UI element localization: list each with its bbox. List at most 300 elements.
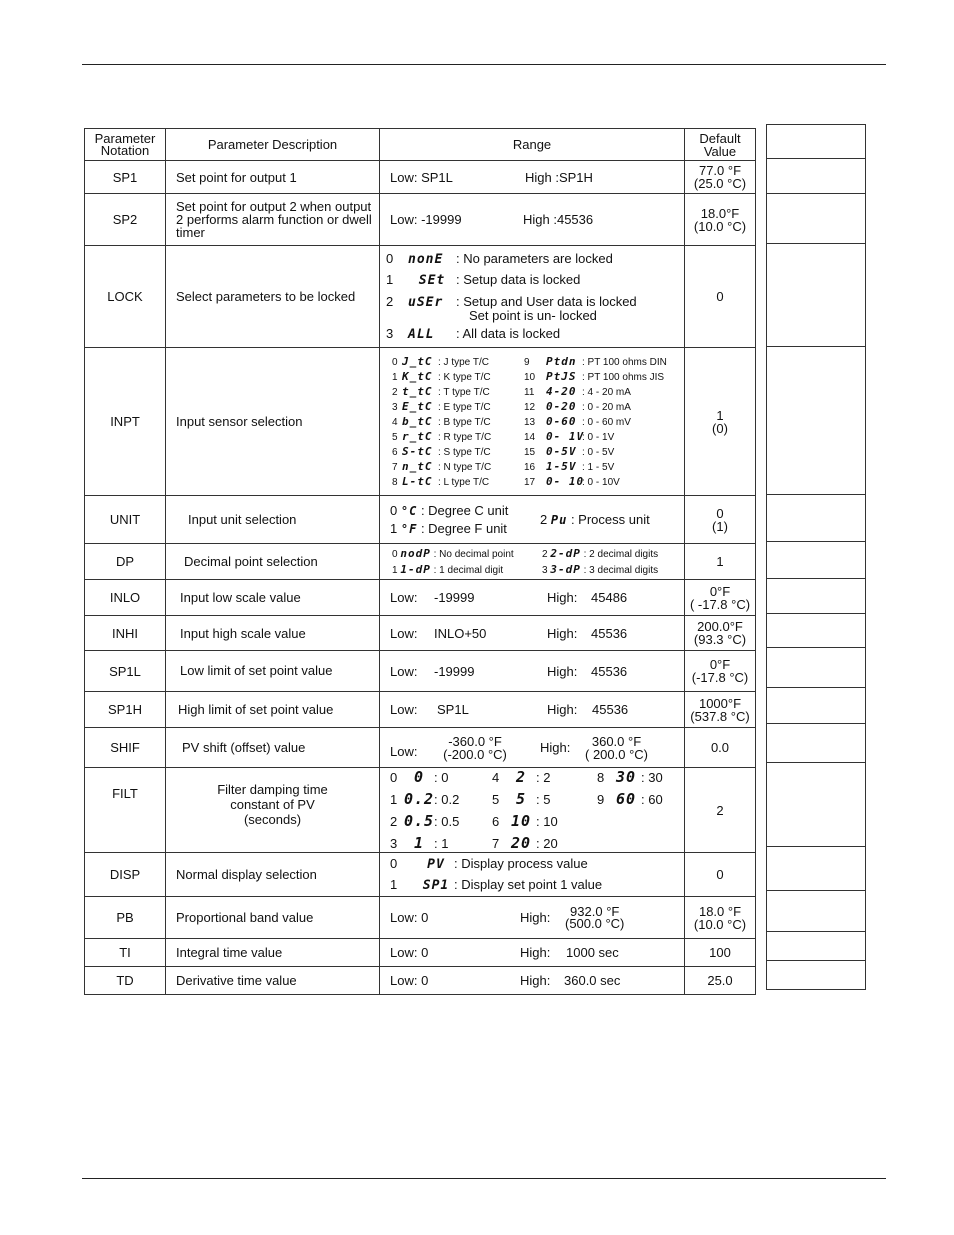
text-label: : 0 - 60 mV bbox=[582, 417, 631, 428]
sensor-option bbox=[524, 369, 667, 384]
default-cell bbox=[685, 651, 756, 692]
default-cell bbox=[685, 616, 756, 651]
segment-code: 4-20 bbox=[546, 385, 577, 398]
text-label: (93.3 °C) bbox=[693, 632, 747, 647]
text-label: 1 bbox=[390, 792, 398, 807]
segment-code: SP1 bbox=[422, 877, 450, 893]
text-label: : 3 decimal digits bbox=[583, 564, 659, 576]
segment-code: t_tC bbox=[402, 385, 433, 398]
text-label: : 0 - 1V bbox=[582, 432, 615, 443]
text-label: 8 bbox=[597, 770, 605, 785]
text-label: 12 bbox=[524, 402, 536, 413]
segment-code: nodP bbox=[400, 546, 431, 560]
table-row bbox=[85, 616, 756, 651]
range-cell bbox=[380, 348, 685, 496]
description-cell: Low limit of set point value bbox=[166, 651, 380, 692]
text-label: 9 bbox=[524, 357, 530, 368]
sensor-option bbox=[524, 384, 667, 399]
text-label: 360.0 °F bbox=[591, 733, 642, 749]
filter-option bbox=[597, 812, 687, 830]
default-f: 77.0 °F bbox=[698, 163, 742, 178]
notes-cell bbox=[766, 346, 866, 495]
text-label: (537.8 °C) bbox=[690, 708, 750, 724]
text-label: : 0 - 20 mA bbox=[582, 402, 631, 413]
text-label: : 1 - 5V bbox=[582, 462, 615, 473]
parameter-table bbox=[84, 128, 756, 995]
text-label: 1 bbox=[392, 372, 398, 383]
notes-cell bbox=[766, 158, 866, 194]
default-cell: 2 bbox=[685, 768, 756, 853]
text-label: Set point is un- locked bbox=[469, 307, 597, 323]
text-label: : K type T/C bbox=[438, 372, 491, 383]
filter-option bbox=[597, 834, 687, 852]
header-description: Parameter Description bbox=[166, 129, 380, 161]
sensor-option bbox=[392, 399, 524, 414]
text-label: High: bbox=[547, 590, 578, 605]
table-row bbox=[85, 246, 756, 348]
segment-code: 1-dP bbox=[400, 562, 431, 576]
text-label: : B type T/C bbox=[438, 417, 491, 428]
notation-cell: INLO bbox=[85, 580, 166, 616]
lock-option-0 bbox=[386, 249, 684, 270]
notation-cell: SP1H bbox=[85, 692, 166, 728]
default-cell: 0.0 bbox=[685, 728, 756, 768]
text-label: : R type T/C bbox=[438, 432, 492, 443]
sensor-option bbox=[392, 429, 524, 444]
notation-cell: SP1L bbox=[85, 651, 166, 692]
text-label: Low: 0 bbox=[390, 973, 429, 988]
text-label: 45536 bbox=[591, 625, 628, 641]
text-label: High: bbox=[540, 740, 571, 755]
table-row bbox=[85, 496, 756, 544]
text-label: 0°F bbox=[709, 583, 731, 599]
segment-code: r_tC bbox=[402, 430, 433, 443]
segment-code: J_tC bbox=[402, 355, 433, 368]
sensor-option bbox=[392, 354, 524, 369]
unit-option-2 bbox=[540, 512, 650, 527]
text-label: 2 bbox=[540, 512, 548, 527]
unit-option-0 bbox=[390, 502, 540, 520]
text-label: 7 bbox=[492, 836, 500, 851]
text-label: -19999 bbox=[434, 663, 475, 679]
text-label: : 30 bbox=[641, 770, 663, 785]
text-label: (-200.0 °C) bbox=[443, 746, 507, 762]
text-label: 2 bbox=[386, 293, 394, 309]
filter-option bbox=[492, 768, 597, 786]
filter-option bbox=[597, 768, 687, 786]
dp-option-3 bbox=[542, 562, 658, 578]
default-c: (10.0 °C) bbox=[693, 218, 747, 234]
header-row bbox=[85, 129, 756, 161]
range-cell bbox=[380, 768, 685, 853]
unit-option-1 bbox=[390, 520, 540, 538]
text-label: High: bbox=[520, 910, 551, 925]
dp-option-2 bbox=[542, 546, 658, 562]
notes-cell bbox=[766, 890, 866, 932]
notes-cell bbox=[766, 193, 866, 244]
filter-option bbox=[390, 768, 492, 786]
table-row bbox=[85, 651, 756, 692]
segment-code: 10 bbox=[510, 812, 532, 830]
segment-code: 2-dP bbox=[550, 546, 581, 560]
notes-cell bbox=[766, 762, 866, 847]
text-label: : 0 bbox=[434, 770, 449, 785]
filter-option bbox=[492, 812, 597, 830]
default-cell bbox=[685, 161, 756, 194]
text-label: : 1 decimal digit bbox=[433, 564, 504, 576]
range-cell bbox=[380, 853, 685, 897]
notes-cell bbox=[766, 723, 866, 763]
segment-code: uSEr bbox=[408, 294, 444, 310]
lock-option-3 bbox=[386, 324, 684, 345]
notation-cell: TI bbox=[85, 939, 166, 967]
sensor-option bbox=[524, 429, 667, 444]
text-label: Low: bbox=[390, 744, 418, 759]
text-label: 360.0 sec bbox=[564, 973, 621, 988]
text-label: : 2 decimal digits bbox=[583, 548, 659, 560]
text-label: 15 bbox=[524, 447, 536, 458]
range-low: Low: SP1L bbox=[390, 169, 453, 185]
segment-code: nonE bbox=[408, 251, 444, 267]
text-label: 3 bbox=[542, 564, 548, 576]
text-label: : 0.5 bbox=[434, 814, 460, 829]
text-label: INLO+50 bbox=[434, 625, 487, 641]
default-cell bbox=[685, 897, 756, 939]
notes-cell bbox=[766, 687, 866, 724]
text-label: 0 bbox=[386, 250, 394, 266]
description-cell: Input unit selection bbox=[166, 496, 380, 544]
range-cell bbox=[380, 651, 685, 692]
default-cell bbox=[685, 580, 756, 616]
text-label: ( -17.8 °C) bbox=[689, 596, 751, 612]
top-rule bbox=[82, 64, 886, 65]
description-cell: Input low scale value bbox=[166, 580, 380, 616]
segment-code: PV bbox=[427, 856, 445, 872]
default-cell bbox=[685, 348, 756, 496]
text-label: ( 200.0 °C) bbox=[585, 746, 649, 762]
text-label: 1 bbox=[390, 520, 398, 536]
text-label: 0 bbox=[716, 505, 724, 521]
notation-cell: UNIT bbox=[85, 496, 166, 544]
description-cell: PV shift (offset) value bbox=[166, 728, 380, 768]
text-label: High: bbox=[547, 702, 578, 717]
notation-cell: SP2 bbox=[85, 194, 166, 246]
default-c: (25.0 °C) bbox=[693, 176, 747, 191]
text-label: Low: 0 bbox=[390, 910, 429, 925]
text-label: 3 bbox=[390, 836, 398, 851]
segment-code: 0.2 bbox=[404, 790, 435, 808]
text-label: : PT 100 ohms DIN bbox=[582, 357, 667, 368]
table-row bbox=[85, 853, 756, 897]
segment-code: 0- 1V bbox=[546, 430, 585, 443]
text-label: : Display process value bbox=[454, 855, 588, 871]
filter-option bbox=[597, 790, 687, 808]
range-high: High :45536 bbox=[523, 212, 594, 227]
notes-cell bbox=[766, 578, 866, 614]
filter-option bbox=[492, 834, 597, 852]
text-label: 45536 bbox=[592, 702, 629, 717]
text-label: Low: bbox=[390, 625, 418, 641]
segment-code: 20 bbox=[510, 834, 532, 852]
default-cell: 25.0 bbox=[685, 967, 756, 995]
notes-cell bbox=[766, 124, 866, 159]
notes-cell bbox=[766, 960, 866, 990]
text-label: : No decimal point bbox=[433, 548, 514, 560]
inpt-left-list bbox=[392, 354, 524, 489]
text-label: 9 bbox=[597, 792, 605, 807]
notes-cell bbox=[766, 613, 866, 648]
notes-cell bbox=[766, 846, 866, 891]
text-label: : Setup data is locked bbox=[456, 271, 581, 287]
text-label: : 20 bbox=[536, 836, 558, 851]
text-label: : Process unit bbox=[570, 512, 650, 527]
segment-code: K_tC bbox=[402, 370, 433, 383]
text-label: 10 bbox=[524, 372, 536, 383]
text-label: (-17.8 °C) bbox=[691, 670, 749, 685]
description-cell bbox=[166, 768, 380, 853]
text-label: 0 bbox=[392, 548, 398, 560]
description-cell: Input sensor selection bbox=[166, 348, 380, 496]
table-row bbox=[85, 692, 756, 728]
disp-option-1 bbox=[390, 875, 684, 896]
segment-code: 1-5V bbox=[546, 460, 577, 473]
segment-code: Ptdn bbox=[546, 355, 577, 368]
notation-cell: DP bbox=[85, 544, 166, 580]
range-cell bbox=[380, 616, 685, 651]
range-cell bbox=[380, 939, 685, 967]
description-cell: Normal display selection bbox=[166, 853, 380, 897]
table-row bbox=[85, 194, 756, 246]
text-label: 13 bbox=[524, 417, 536, 428]
header-notation: Parameter Notation bbox=[85, 129, 166, 161]
segment-code: E_tC bbox=[402, 400, 433, 413]
text-label: 1 bbox=[716, 407, 724, 423]
range-cell bbox=[380, 496, 685, 544]
sensor-option bbox=[524, 474, 667, 489]
notation-cell: FILT bbox=[85, 768, 166, 853]
notes-cell bbox=[766, 494, 866, 542]
segment-code: SEt bbox=[418, 272, 446, 288]
text-label: : Display set point 1 value bbox=[454, 876, 603, 892]
text-label: 2 bbox=[542, 548, 548, 560]
notation-cell: PB bbox=[85, 897, 166, 939]
text-label: : 0 - 10V bbox=[582, 477, 620, 488]
sensor-option bbox=[524, 399, 667, 414]
header-range: Range bbox=[380, 129, 685, 161]
notation-cell: SP1 bbox=[85, 161, 166, 194]
text-label: : PT 100 ohms JIS bbox=[582, 372, 665, 383]
table-row bbox=[85, 580, 756, 616]
filter-option bbox=[390, 834, 492, 852]
segment-code: S-tC bbox=[402, 445, 433, 458]
range-high: High :SP1H bbox=[525, 169, 593, 185]
text-label: 0 bbox=[390, 502, 398, 518]
sensor-option bbox=[524, 354, 667, 369]
table-row bbox=[85, 728, 756, 768]
text-label: 0°F bbox=[709, 657, 731, 672]
text-label: : 10 bbox=[536, 814, 558, 829]
range-cell bbox=[380, 967, 685, 995]
text-label: High: bbox=[547, 663, 578, 679]
text-label: 1000 sec bbox=[566, 945, 619, 960]
text-label: : No parameters are locked bbox=[456, 250, 613, 266]
default-cell: 0 bbox=[685, 853, 756, 897]
sensor-option bbox=[524, 444, 667, 459]
text-label: High: bbox=[547, 625, 578, 641]
segment-code: 0.5 bbox=[404, 812, 435, 830]
text-label: 14 bbox=[524, 432, 536, 443]
segment-code: 0-20 bbox=[546, 400, 577, 413]
table-row bbox=[85, 768, 756, 853]
text-label: : 0 - 5V bbox=[582, 447, 615, 458]
range-cell bbox=[380, 246, 685, 348]
text-label: : L type T/C bbox=[438, 477, 490, 488]
default-cell: 1 bbox=[685, 544, 756, 580]
segment-code: °F bbox=[400, 521, 418, 536]
text-label: 6 bbox=[392, 447, 398, 458]
text-label: Filter damping time bbox=[217, 782, 328, 797]
sensor-option bbox=[392, 444, 524, 459]
sensor-option bbox=[392, 414, 524, 429]
text-label: 2 bbox=[392, 387, 398, 398]
text-label: (seconds) bbox=[243, 812, 302, 827]
notes-cell bbox=[766, 931, 866, 961]
text-label: 3 bbox=[392, 402, 398, 413]
segment-code: 60 bbox=[615, 790, 637, 808]
text-label: : J type T/C bbox=[438, 357, 489, 368]
segment-code: 5 bbox=[515, 790, 527, 808]
range-cell bbox=[380, 194, 685, 246]
filter-options-grid bbox=[390, 768, 684, 852]
text-label: : 60 bbox=[641, 792, 663, 807]
text-label: High: bbox=[520, 973, 551, 988]
text-label: Low: bbox=[390, 590, 418, 605]
text-label: -360.0 °F bbox=[448, 733, 502, 749]
text-label: : Degree F unit bbox=[420, 520, 507, 536]
notes-cell bbox=[766, 541, 866, 579]
text-label: 16 bbox=[524, 462, 536, 473]
text-label: 4 bbox=[392, 417, 398, 428]
table-row bbox=[85, 544, 756, 580]
table-row bbox=[85, 897, 756, 939]
notation-cell: INPT bbox=[85, 348, 166, 496]
dp-option-0 bbox=[392, 546, 542, 562]
text-label: : T type T/C bbox=[438, 387, 490, 398]
default-f: 18.0°F bbox=[700, 205, 740, 221]
text-label: 0 bbox=[392, 357, 398, 368]
notation-cell: LOCK bbox=[85, 246, 166, 348]
text-label: : Degree C unit bbox=[420, 502, 509, 518]
filter-option bbox=[390, 790, 492, 808]
header-default: Default Value bbox=[685, 129, 756, 161]
text-label: 45536 bbox=[591, 663, 628, 679]
text-label: constant of PV bbox=[230, 797, 315, 812]
table-row bbox=[85, 161, 756, 194]
table-row bbox=[85, 967, 756, 995]
text-label: 11 bbox=[524, 387, 535, 398]
segment-code: 0-60 bbox=[546, 415, 577, 428]
text-label: : S type T/C bbox=[438, 447, 491, 458]
text-label: 2 bbox=[390, 814, 398, 829]
text-label: 17 bbox=[524, 477, 536, 488]
text-label: Low: bbox=[390, 663, 418, 679]
text-label: 18.0 °F bbox=[698, 903, 742, 919]
disp-option-0 bbox=[390, 854, 684, 875]
text-label: 4 bbox=[492, 770, 500, 785]
segment-code: Pu bbox=[550, 513, 568, 527]
text-label: 3 bbox=[386, 325, 394, 341]
text-label: 1000°F bbox=[698, 695, 742, 711]
description-cell: Select parameters to be locked bbox=[166, 246, 380, 348]
range-cell bbox=[380, 692, 685, 728]
lock-option-2 bbox=[386, 295, 684, 322]
table-row bbox=[85, 348, 756, 496]
segment-code: 0- 10 bbox=[546, 475, 585, 488]
segment-code: n_tC bbox=[402, 460, 433, 473]
segment-code: ALL bbox=[408, 326, 435, 342]
segment-code: 0 bbox=[413, 768, 425, 786]
description-cell: Derivative time value bbox=[166, 967, 380, 995]
text-label: (10.0 °C) bbox=[693, 916, 747, 932]
filter-option bbox=[492, 790, 597, 808]
text-label: : 0.2 bbox=[434, 792, 460, 807]
text-label: 932.0 °F bbox=[570, 903, 620, 919]
notation-cell: DISP bbox=[85, 853, 166, 897]
range-low: Low: -19999 bbox=[390, 212, 462, 227]
segment-code: b_tC bbox=[402, 415, 433, 428]
range-cell bbox=[380, 161, 685, 194]
text-label: 0 bbox=[390, 770, 398, 785]
description-cell: Set point for output 1 bbox=[166, 161, 380, 194]
range-cell bbox=[380, 728, 685, 768]
dp-option-1 bbox=[392, 562, 542, 578]
text-label: 0 bbox=[390, 855, 398, 871]
inpt-right-list bbox=[524, 354, 667, 489]
range-cell bbox=[380, 897, 685, 939]
default-cell bbox=[685, 496, 756, 544]
segment-code: L-tC bbox=[402, 475, 433, 488]
text-label: 7 bbox=[392, 462, 398, 473]
text-label: (1) bbox=[712, 518, 728, 534]
text-label: 1 bbox=[392, 564, 398, 576]
description-cell: Decimal point selection bbox=[166, 544, 380, 580]
text-label: : Setup and User data is locked bbox=[456, 293, 637, 309]
text-label: (500.0 °C) bbox=[565, 915, 625, 931]
text-label: : E type T/C bbox=[438, 402, 491, 413]
description-cell: High limit of set point value bbox=[166, 692, 380, 728]
text-label: 1 bbox=[386, 271, 394, 287]
text-label: : 4 - 20 mA bbox=[582, 387, 631, 398]
text-label: SP1L bbox=[437, 702, 469, 717]
sensor-option bbox=[392, 459, 524, 474]
default-cell bbox=[685, 194, 756, 246]
description-cell: Set point for output 2 when output 2 performs alarm function or dwell timer bbox=[166, 194, 380, 246]
notes-column bbox=[766, 125, 866, 990]
range-cell bbox=[380, 544, 685, 580]
sensor-option bbox=[392, 384, 524, 399]
notation-cell: SHIF bbox=[85, 728, 166, 768]
bottom-rule bbox=[82, 1178, 886, 1179]
sensor-option bbox=[392, 369, 524, 384]
text-label: (0) bbox=[712, 420, 728, 436]
text-label: 6 bbox=[492, 814, 500, 829]
segment-code: 3-dP bbox=[550, 562, 581, 576]
text-label: : All data is locked bbox=[456, 325, 561, 341]
text-label: : 1 bbox=[434, 836, 449, 851]
segment-code: PtJS bbox=[546, 370, 577, 383]
notation-cell: TD bbox=[85, 967, 166, 995]
range-cell bbox=[380, 580, 685, 616]
